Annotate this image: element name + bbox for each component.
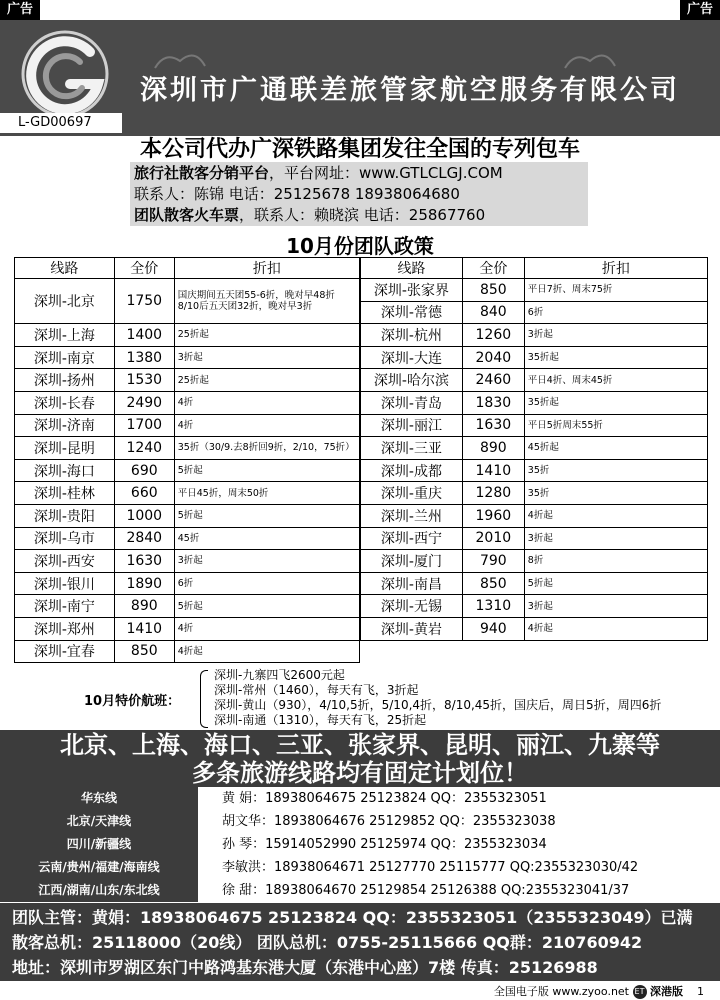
special-flight-item: 深圳-九寨四飞2600元起 bbox=[214, 668, 345, 682]
header-price: 全价 bbox=[114, 258, 174, 279]
price-cell: 1240 bbox=[114, 437, 174, 460]
platform-contact: 联系人：陈锦 电话：25125678 18938064680 bbox=[134, 185, 460, 203]
disc-cell: 35折起 bbox=[524, 346, 707, 369]
policy-title: 10月份团队政策 bbox=[286, 234, 434, 258]
price-cell: 890 bbox=[462, 437, 524, 460]
route-cell: 深圳-丽江 bbox=[361, 414, 463, 437]
rate-row bbox=[361, 504, 708, 527]
rate-row bbox=[361, 572, 708, 595]
disc-cell: 4折起 bbox=[174, 640, 359, 663]
rate-row bbox=[361, 437, 708, 460]
disc-cell: 35折起 bbox=[524, 391, 707, 414]
rate-row bbox=[15, 595, 360, 618]
line-contact: 孙 琴：15914052990 25125974 QQ：2355323034 bbox=[222, 837, 547, 852]
disc-cell: 6折 bbox=[174, 572, 359, 595]
rate-row bbox=[361, 550, 708, 573]
header-discount: 折扣 bbox=[174, 258, 359, 279]
disc-cell: 3折起 bbox=[524, 527, 707, 550]
route-cell: 深圳-黄岩 bbox=[361, 617, 463, 640]
header-route: 线路 bbox=[15, 258, 115, 279]
line-contact: 徐 甜：18938064670 25129854 25126388 QQ:2355323041/37 bbox=[222, 883, 630, 898]
train-ticket-contact: ，联系人：赖晓滨 电话：25867760 bbox=[239, 206, 486, 224]
route-cell: 深圳-张家界 bbox=[361, 279, 463, 302]
rate-row bbox=[15, 437, 360, 460]
disc-cell: 5折起 bbox=[174, 504, 359, 527]
price-cell: 1380 bbox=[114, 346, 174, 369]
route-cell: 深圳-厦门 bbox=[361, 550, 463, 573]
route-cell: 深圳-宜春 bbox=[15, 640, 115, 663]
platform-label: 旅行社散客分销平台 bbox=[134, 164, 270, 182]
route-cell: 深圳-南京 bbox=[15, 346, 115, 369]
rate-row bbox=[361, 346, 708, 369]
price-cell: 1700 bbox=[114, 414, 174, 437]
route-cell: 深圳-桂林 bbox=[15, 482, 115, 505]
line-row bbox=[0, 879, 720, 902]
disc-cell: 平日7折、周末75折 bbox=[524, 279, 707, 302]
train-ticket-label: 团队散客火车票 bbox=[134, 206, 240, 224]
disc-cell: 25折起 bbox=[174, 324, 359, 347]
disc-cell: 35折（30/9.去8折回9折，2/10，75折） bbox=[174, 437, 359, 460]
rate-row bbox=[15, 414, 360, 437]
rate-row bbox=[15, 572, 360, 595]
special-flight-item: 深圳-常州（1460），每天有飞，3折起 bbox=[214, 683, 419, 697]
price-cell: 660 bbox=[114, 482, 174, 505]
disc-cell: 4折 bbox=[174, 391, 359, 414]
rate-row bbox=[361, 369, 708, 392]
route-cell: 深圳-杭州 bbox=[361, 324, 463, 347]
rate-row bbox=[361, 324, 708, 347]
rate-row bbox=[15, 279, 360, 324]
line-name: 华东线 bbox=[0, 787, 198, 810]
footer-contact bbox=[0, 903, 720, 981]
ad-tag-left: 广告 bbox=[0, 0, 40, 20]
site-url: 全国电子版 www.zyoo.net bbox=[493, 985, 629, 998]
line-contact: 李敏洪：18938064671 25127770 25115777 QQ:2355323030/42 bbox=[222, 860, 639, 875]
rate-table-left bbox=[14, 257, 360, 663]
rate-row bbox=[15, 482, 360, 505]
route-cell: 深圳-三亚 bbox=[361, 437, 463, 460]
line-row bbox=[0, 833, 720, 856]
price-cell: 2040 bbox=[462, 346, 524, 369]
price-cell: 2840 bbox=[114, 527, 174, 550]
platform-url: ，平台网址：www.GTLCLGJ.COM bbox=[269, 164, 503, 182]
disc-cell: 45折起 bbox=[524, 437, 707, 460]
route-cell: 深圳-扬州 bbox=[15, 369, 115, 392]
disc-cell: 8折 bbox=[524, 550, 707, 573]
line-row bbox=[0, 810, 720, 833]
route-cell: 深圳-长春 bbox=[15, 391, 115, 414]
route-cell: 深圳-北京 bbox=[15, 279, 115, 324]
page-number: 1 bbox=[697, 985, 704, 998]
price-cell: 2010 bbox=[462, 527, 524, 550]
rate-row bbox=[361, 301, 708, 324]
rate-row bbox=[361, 595, 708, 618]
rate-row bbox=[361, 617, 708, 640]
disc-cell: 3折起 bbox=[174, 346, 359, 369]
rate-row bbox=[361, 482, 708, 505]
disc-cell: 25折起 bbox=[174, 369, 359, 392]
line-row bbox=[0, 787, 720, 810]
rate-row bbox=[15, 550, 360, 573]
price-cell: 890 bbox=[114, 595, 174, 618]
disc-cell: 3折起 bbox=[524, 595, 707, 618]
special-flights-label: 10月特价航班： bbox=[84, 694, 181, 709]
rate-row bbox=[361, 391, 708, 414]
price-cell: 940 bbox=[462, 617, 524, 640]
disc-cell: 4折起 bbox=[524, 504, 707, 527]
route-cell: 深圳-济南 bbox=[15, 414, 115, 437]
price-cell: 1530 bbox=[114, 369, 174, 392]
rate-row bbox=[15, 346, 360, 369]
route-cell: 深圳-重庆 bbox=[361, 482, 463, 505]
disc-cell: 35折 bbox=[524, 482, 707, 505]
disc-cell: 5折起 bbox=[524, 572, 707, 595]
rate-row bbox=[15, 459, 360, 482]
price-cell: 840 bbox=[462, 301, 524, 324]
price-cell: 2460 bbox=[462, 369, 524, 392]
route-cell: 深圳-郑州 bbox=[15, 617, 115, 640]
route-cell: 深圳-南宁 bbox=[15, 595, 115, 618]
edition-name: 深港版 bbox=[650, 985, 683, 998]
route-cell: 深圳-西宁 bbox=[361, 527, 463, 550]
header-price: 全价 bbox=[462, 258, 524, 279]
price-cell: 850 bbox=[462, 572, 524, 595]
route-cell: 深圳-南昌 bbox=[361, 572, 463, 595]
price-cell: 1280 bbox=[462, 482, 524, 505]
price-cell: 850 bbox=[114, 640, 174, 663]
company-logo-icon bbox=[10, 24, 120, 124]
price-cell: 790 bbox=[462, 550, 524, 573]
disc-cell: 平日4折、周末45折 bbox=[524, 369, 707, 392]
footer-team-manager: 团队主管：黄娟：18938064675 25123824 QQ：2355323051（2355323049）已满 bbox=[12, 908, 693, 927]
price-cell: 2490 bbox=[114, 391, 174, 414]
line-name: 四川/新疆线 bbox=[0, 833, 198, 856]
special-flight-item: 深圳-黄山（930），4/10,5折，5/10,4折，8/10,45折，国庆后，周日5折，周四6折 bbox=[214, 698, 662, 712]
promo-banner bbox=[0, 730, 720, 787]
price-cell: 1630 bbox=[462, 414, 524, 437]
disc-cell: 3折起 bbox=[524, 324, 707, 347]
disc-cell: 4折 bbox=[174, 617, 359, 640]
disc-cell: 4折 bbox=[174, 414, 359, 437]
route-cell: 深圳-乌市 bbox=[15, 527, 115, 550]
license-number: L-GD00697 bbox=[0, 113, 122, 133]
rate-row bbox=[15, 527, 360, 550]
disc-cell: 3折起 bbox=[174, 550, 359, 573]
rate-row bbox=[15, 369, 360, 392]
disc-cell: 35折 bbox=[524, 459, 707, 482]
rate-row bbox=[15, 391, 360, 414]
ad-tag-right: 广告 bbox=[680, 0, 720, 20]
disc-cell: 45折 bbox=[174, 527, 359, 550]
price-cell: 1260 bbox=[462, 324, 524, 347]
price-cell: 1750 bbox=[114, 279, 174, 324]
route-cell: 深圳-青岛 bbox=[361, 391, 463, 414]
route-cell: 深圳-西安 bbox=[15, 550, 115, 573]
brace-icon bbox=[200, 670, 208, 728]
route-cell: 深圳-常德 bbox=[361, 301, 463, 324]
disc-cell: 国庆期间五天团55-6折，晚对早48折 8/10后五天团32折，晚对早3折 bbox=[174, 279, 359, 324]
rate-row bbox=[361, 527, 708, 550]
header-route: 线路 bbox=[361, 258, 463, 279]
line-name: 江西/湖南/山东/东北线 bbox=[0, 879, 198, 902]
footer-switchboard: 散客总机：25118000（20线） 团队总机：0755-25115666 QQ群：210760942 bbox=[12, 933, 643, 952]
price-cell: 1630 bbox=[114, 550, 174, 573]
rate-row bbox=[15, 504, 360, 527]
rate-table-right bbox=[360, 257, 708, 641]
promo-line-2: 多条旅游线路均有固定计划位！ bbox=[192, 759, 528, 787]
price-cell: 690 bbox=[114, 459, 174, 482]
special-flight-item: 深圳-南通（1310），每天有飞，25折起 bbox=[214, 713, 427, 727]
disc-cell: 5折起 bbox=[174, 595, 359, 618]
route-cell: 深圳-大连 bbox=[361, 346, 463, 369]
price-cell: 850 bbox=[462, 279, 524, 302]
route-cell: 深圳-海口 bbox=[15, 459, 115, 482]
disc-cell: 6折 bbox=[524, 301, 707, 324]
price-cell: 1890 bbox=[114, 572, 174, 595]
line-row bbox=[0, 856, 720, 879]
route-cell: 深圳-昆明 bbox=[15, 437, 115, 460]
edition-badge-icon: ET bbox=[633, 985, 647, 999]
disc-cell: 4折起 bbox=[524, 617, 707, 640]
disc-cell: 平日45折，周末50折 bbox=[174, 482, 359, 505]
price-cell: 1410 bbox=[462, 459, 524, 482]
route-cell: 深圳-贵阳 bbox=[15, 504, 115, 527]
rate-row bbox=[15, 617, 360, 640]
special-flights bbox=[0, 668, 720, 730]
rate-row bbox=[15, 640, 360, 663]
line-name: 北京/天津线 bbox=[0, 810, 198, 833]
contact-box bbox=[130, 162, 588, 226]
page-footer bbox=[494, 983, 704, 999]
disc-cell: 5折起 bbox=[174, 459, 359, 482]
rate-row bbox=[361, 279, 708, 302]
price-cell: 1410 bbox=[114, 617, 174, 640]
price-cell: 1960 bbox=[462, 504, 524, 527]
rate-row bbox=[361, 414, 708, 437]
company-name: 深圳市广通联差旅管家航空服务有限公司 bbox=[140, 75, 680, 106]
price-cell: 1400 bbox=[114, 324, 174, 347]
route-cell: 深圳-成都 bbox=[361, 459, 463, 482]
line-contact: 胡文华：18938064676 25129852 QQ：2355323038 bbox=[222, 814, 556, 829]
route-cell: 深圳-哈尔滨 bbox=[361, 369, 463, 392]
footer-address: 地址：深圳市罗湖区东门中路鸿基东港大厦（东港中心座）7楼 传真：25126988 bbox=[12, 958, 598, 977]
promo-line-1: 北京、上海、海口、三亚、张家界、昆明、丽江、九寨等 bbox=[60, 731, 660, 759]
route-cell: 深圳-兰州 bbox=[361, 504, 463, 527]
price-cell: 1310 bbox=[462, 595, 524, 618]
header-discount: 折扣 bbox=[524, 258, 707, 279]
route-cell: 深圳-无锡 bbox=[361, 595, 463, 618]
price-cell: 1830 bbox=[462, 391, 524, 414]
price-cell: 1000 bbox=[114, 504, 174, 527]
line-name: 云南/贵州/福建/海南线 bbox=[0, 856, 198, 879]
rate-row bbox=[15, 324, 360, 347]
route-cell: 深圳-上海 bbox=[15, 324, 115, 347]
rate-row bbox=[361, 459, 708, 482]
headline: 本公司代办广深铁路集团发往全国的专列包车 bbox=[139, 137, 580, 162]
line-contact: 黄 娟：18938064675 25123824 QQ：2355323051 bbox=[222, 791, 547, 806]
route-cell: 深圳-银川 bbox=[15, 572, 115, 595]
disc-cell: 平日5折周末55折 bbox=[524, 414, 707, 437]
